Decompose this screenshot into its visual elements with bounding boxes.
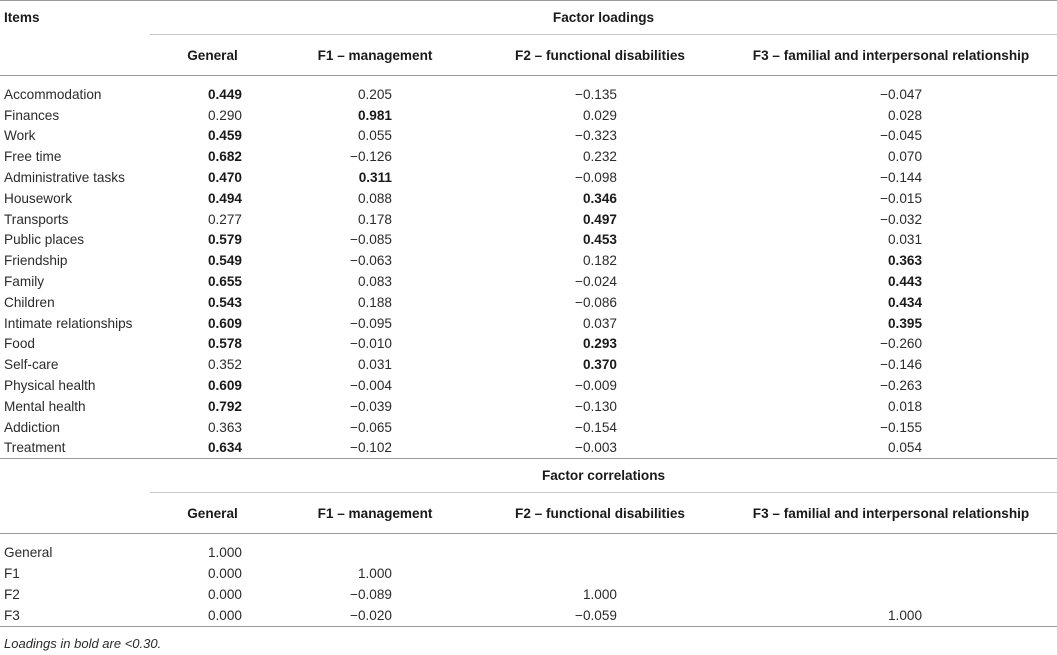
correlation-value-cell: 1.000 <box>207 545 242 561</box>
empty-header-cell <box>0 493 150 534</box>
loading-value-cell: 0.311 <box>358 170 392 186</box>
loading-row <box>0 417 1057 438</box>
loading-value-cell: 0.352 <box>207 357 242 373</box>
loading-item-label: Work <box>4 128 36 144</box>
loading-value-cell: −0.144 <box>880 170 923 186</box>
loadings-title: Factor loadings <box>552 10 655 25</box>
loading-item-label: Free time <box>4 149 62 165</box>
loading-value-cell: −0.085 <box>350 232 392 248</box>
loading-value-cell: −0.003 <box>575 440 617 456</box>
loading-value-cell: 0.549 <box>207 253 242 269</box>
loading-row <box>0 271 1057 292</box>
correlation-value-cell: 0.000 <box>207 566 242 582</box>
loading-item-label: Intimate relationships <box>4 315 133 331</box>
correlation-item-label: F3 <box>0 605 150 626</box>
loading-value-cell: 0.470 <box>207 170 242 186</box>
loading-value-cell: −0.154 <box>575 419 617 435</box>
loading-value-cell: 0.395 <box>888 315 923 331</box>
loading-value-cell: −0.102 <box>350 440 392 456</box>
loading-row <box>0 375 1057 396</box>
correlation-value-cell: −0.059 <box>475 605 725 626</box>
loading-value-cell: −0.146 <box>880 357 923 373</box>
loading-row <box>0 334 1057 355</box>
loading-value-cell: 0.497 <box>582 211 617 227</box>
loading-value-cell: −0.135 <box>575 86 617 102</box>
loading-row <box>0 438 1057 459</box>
loading-value-cell: 0.543 <box>207 294 242 310</box>
loading-value-cell: −0.010 <box>350 336 392 352</box>
loading-value-cell: 0.054 <box>888 440 923 456</box>
loading-row <box>0 105 1057 126</box>
loading-item-label: Housework <box>4 190 72 206</box>
corr-col-f1: F1 – management <box>275 493 475 534</box>
loading-value-cell: −0.039 <box>350 398 392 414</box>
loading-row <box>0 396 1057 417</box>
loading-item-label: Physical health <box>4 378 96 394</box>
loading-value-cell: 0.346 <box>582 190 617 206</box>
loading-value-cell: 0.578 <box>207 336 242 352</box>
correlation-item-label: F1 <box>4 566 20 582</box>
loading-value-cell: −0.323 <box>575 128 617 144</box>
spacer-row <box>0 534 1057 543</box>
loading-value-cell: 0.494 <box>207 190 242 206</box>
loading-value-cell: 0.363 <box>207 419 242 435</box>
loading-value-cell: −0.130 <box>575 398 617 414</box>
loading-item-label: Children <box>4 294 55 310</box>
correlation-value-cell: 0.000 <box>207 586 242 602</box>
loading-value-cell: 0.609 <box>207 315 242 331</box>
loading-value-cell: 0.037 <box>582 315 617 331</box>
correlation-value-cell: 1.000 <box>582 586 617 602</box>
correlation-value-cell: 1.000 <box>725 605 1057 626</box>
correlation-row <box>0 584 1057 605</box>
loading-value-cell: 0.682 <box>207 149 242 165</box>
correlation-value-cell: −0.089 <box>350 586 392 602</box>
loading-value-cell: −0.004 <box>350 378 392 394</box>
loading-row <box>0 188 1057 209</box>
loading-row <box>0 84 1057 105</box>
loading-value-cell: 0.792 <box>207 398 242 414</box>
loading-row <box>0 230 1057 251</box>
loading-value-cell: 0.178 <box>357 211 392 227</box>
loading-value-cell: 0.055 <box>357 128 392 144</box>
loading-value-cell: −0.065 <box>350 419 392 435</box>
loading-value-cell: 0.083 <box>357 274 392 290</box>
loading-item-label: Administrative tasks <box>4 170 125 186</box>
loading-value-cell: −0.260 <box>880 336 923 352</box>
loading-value-cell: −0.024 <box>575 274 617 290</box>
loading-value-cell: −0.045 <box>880 128 923 144</box>
loading-value-cell: 0.277 <box>207 211 242 227</box>
loading-value-cell: 0.459 <box>207 128 242 144</box>
loading-row <box>0 292 1057 313</box>
correlation-row <box>0 605 1057 626</box>
loading-item-label: Public places <box>4 232 85 248</box>
spacer-row <box>0 76 1057 85</box>
loading-value-cell: 0.028 <box>888 107 923 123</box>
correlation-value-cell <box>725 542 1057 563</box>
loading-value-cell: −0.086 <box>575 294 617 310</box>
loading-item-label: Finances <box>4 107 60 123</box>
corr-col-f2: F2 – functional disabilities <box>475 493 725 534</box>
correlation-item-label: F2 <box>4 586 20 602</box>
loading-value-cell: 0.070 <box>888 149 923 165</box>
loading-value-cell: 0.453 <box>582 232 617 248</box>
correlation-value-cell <box>725 584 1057 605</box>
loading-value-cell: 0.370 <box>582 357 617 373</box>
loading-value-cell: −0.009 <box>575 378 617 394</box>
loading-value-cell: 0.018 <box>888 398 923 414</box>
loading-value-cell: 0.031 <box>357 357 392 373</box>
col-general: General <box>150 35 275 76</box>
loading-item-label: Transports <box>4 211 69 227</box>
items-header: Items <box>4 10 40 26</box>
loadings-column-header-row <box>0 35 1057 76</box>
loading-value-cell: 0.290 <box>207 107 242 123</box>
loading-value-cell: 0.031 <box>888 232 923 248</box>
loading-row <box>0 313 1057 334</box>
correlation-value-cell <box>475 542 725 563</box>
loading-item-label: Mental health <box>4 398 86 414</box>
correlation-row <box>0 563 1057 584</box>
correlation-value-cell: −0.020 <box>275 605 475 626</box>
loading-value-cell: −0.015 <box>880 190 923 206</box>
correlation-row <box>0 542 1057 563</box>
loading-value-cell: −0.098 <box>575 170 617 186</box>
loading-value-cell: −0.032 <box>880 211 923 227</box>
loading-item-label: Friendship <box>4 253 68 269</box>
correlation-item-label: General <box>4 545 53 561</box>
loading-value-cell: −0.155 <box>880 419 923 435</box>
loading-value-cell: 0.293 <box>582 336 617 352</box>
header-row <box>0 1 1057 35</box>
loading-value-cell: 0.088 <box>357 190 392 206</box>
footnote: Loadings in bold are <0.30. <box>4 636 162 651</box>
loading-item-label: Addiction <box>4 419 60 435</box>
loading-value-cell: 0.205 <box>357 86 392 102</box>
loading-value-cell: −0.063 <box>350 253 392 269</box>
empty-header-cell <box>0 459 150 493</box>
loading-value-cell: 0.029 <box>582 107 617 123</box>
correlation-value-cell: 0.000 <box>150 605 275 626</box>
empty-header-cell <box>0 35 150 76</box>
loading-row <box>0 146 1057 167</box>
loading-value-cell: 0.609 <box>207 378 242 394</box>
loading-value-cell: 0.434 <box>888 294 923 310</box>
loading-row <box>0 167 1057 188</box>
loading-value-cell: −0.126 <box>350 149 392 165</box>
loading-row <box>0 209 1057 230</box>
loading-value-cell: 0.188 <box>357 294 392 310</box>
correlations-column-header-row <box>0 493 1057 534</box>
loading-row <box>0 126 1057 147</box>
loading-value-cell: 0.634 <box>207 440 242 456</box>
correlations-title: Factor correlations <box>541 468 666 484</box>
col-f1: F1 – management <box>275 35 475 76</box>
col-f2: F2 – functional disabilities <box>475 35 725 76</box>
loading-value-cell: 0.443 <box>888 274 923 290</box>
correlation-value-cell: 1.000 <box>357 566 392 582</box>
loading-row <box>0 354 1057 375</box>
correlation-value-cell <box>475 563 725 584</box>
loading-value-cell: 0.232 <box>582 149 617 165</box>
loading-value-cell: −0.047 <box>880 86 923 102</box>
correlations-title-row <box>0 459 1057 493</box>
loading-value-cell: 0.981 <box>357 107 392 123</box>
loading-value-cell: 0.449 <box>207 86 242 102</box>
corr-col-general: General <box>150 493 275 534</box>
loading-value-cell: 0.182 <box>582 253 617 269</box>
corr-col-f3: F3 – familial and interpersonal relationship <box>725 493 1057 534</box>
loading-value-cell: −0.095 <box>350 315 392 331</box>
loading-item-label: Accommodation <box>4 86 102 102</box>
correlation-value-cell <box>275 542 475 563</box>
loading-value-cell: 0.655 <box>207 274 242 290</box>
loading-value-cell: −0.263 <box>880 378 923 394</box>
loading-value-cell: 0.363 <box>888 253 923 269</box>
loading-value-cell: 0.579 <box>207 232 242 248</box>
loading-item-label: Food <box>4 336 35 352</box>
loading-item-label: Treatment <box>4 440 66 456</box>
col-f3: F3 – familial and interpersonal relationship <box>725 35 1057 76</box>
loading-row <box>0 250 1057 271</box>
loading-item-label: Self-care <box>4 357 59 373</box>
loading-item-label: Family <box>4 274 45 290</box>
correlation-value-cell <box>725 563 1057 584</box>
